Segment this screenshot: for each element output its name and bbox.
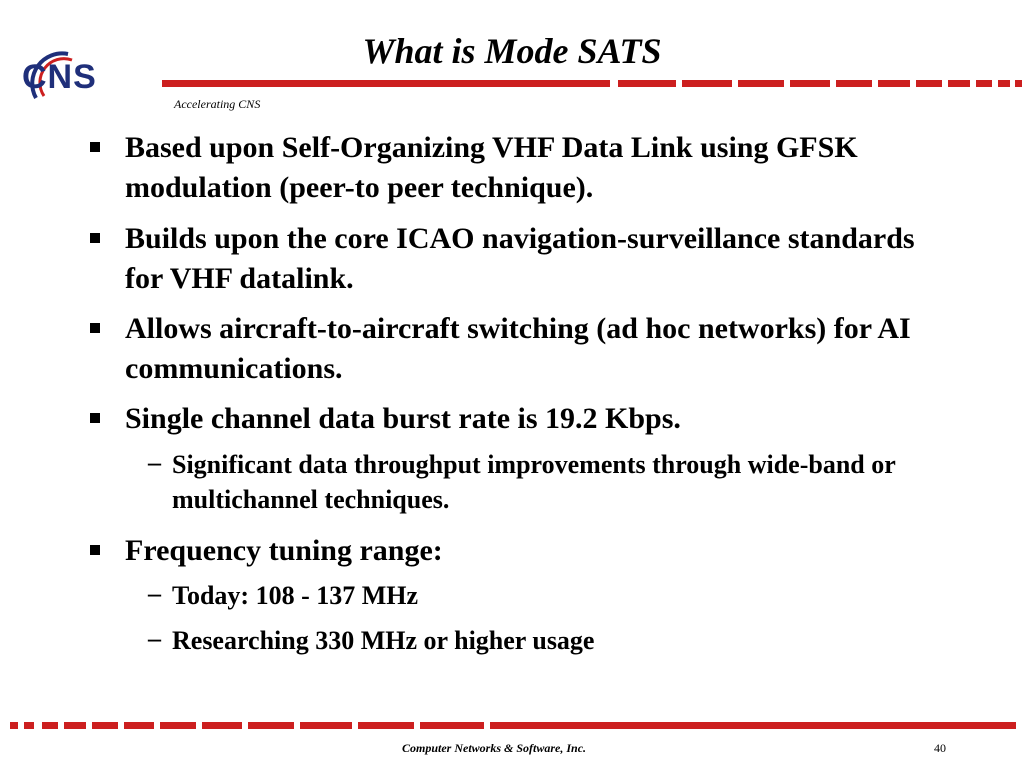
bullet-text: Frequency tuning range:: [125, 534, 443, 567]
sub-bullet-marker: –: [148, 448, 161, 477]
bullet-marker: [90, 413, 100, 423]
rule-dash: [998, 80, 1010, 87]
rule-dash: [124, 722, 154, 729]
bullet-text: Single channel data burst rate is 19.2 Kbps.: [125, 402, 681, 435]
bullet-text: Builds upon the core ICAO navigation-surveillance standards for VHF datalink.: [125, 222, 915, 295]
bullet-marker: [90, 142, 100, 152]
rule-dash: [490, 722, 1016, 729]
sub-bullet-marker: –: [148, 624, 161, 653]
rule-dash: [92, 722, 118, 729]
rule-dash: [790, 80, 830, 87]
page-number: 40: [934, 741, 946, 755]
rule-dash: [202, 722, 242, 729]
bullet-marker: [90, 545, 100, 555]
rule-dash: [916, 80, 942, 87]
rule-dash: [300, 722, 352, 729]
sub-bullet-text: Today: 108 - 137 MHz: [172, 581, 419, 610]
rule-dash: [64, 722, 86, 729]
rule-dash: [836, 80, 872, 87]
rule-dash: [948, 80, 970, 87]
rule-dash: [618, 80, 676, 87]
footer-company: Computer Networks & Software, Inc.: [402, 741, 587, 755]
bullet-text: Based upon Self-Organizing VHF Data Link using GFSK modulation (peer-to peer technique).: [125, 131, 858, 204]
rule-dash: [10, 722, 18, 729]
rule-dash: [1015, 80, 1022, 87]
rule-dash: [24, 722, 34, 729]
logo-text: CNS: [22, 58, 97, 96]
rule-dash: [738, 80, 784, 87]
rule-dash: [420, 722, 484, 729]
rule-dash: [682, 80, 732, 87]
rule-dash: [160, 722, 196, 729]
bullet-marker: [90, 233, 100, 243]
rule-dash: [42, 722, 58, 729]
tagline: Accelerating CNS: [174, 97, 261, 111]
sub-bullet-text: Significant data throughput improvements through wide-band or multichannel techniques.: [172, 450, 896, 514]
slide-title: What is Mode SATS: [362, 31, 662, 71]
bullet-marker: [90, 323, 100, 333]
sub-bullet-text: Researching 330 MHz or higher usage: [172, 626, 595, 655]
rule-dash: [162, 80, 610, 87]
sub-bullet-marker: –: [148, 579, 161, 608]
rule-dash: [358, 722, 414, 729]
rule-dash: [976, 80, 992, 87]
bullet-text: Allows aircraft-to-aircraft switching (ad hoc networks) for AI communications.: [125, 312, 911, 385]
rule-dash: [248, 722, 294, 729]
rule-dash: [878, 80, 910, 87]
